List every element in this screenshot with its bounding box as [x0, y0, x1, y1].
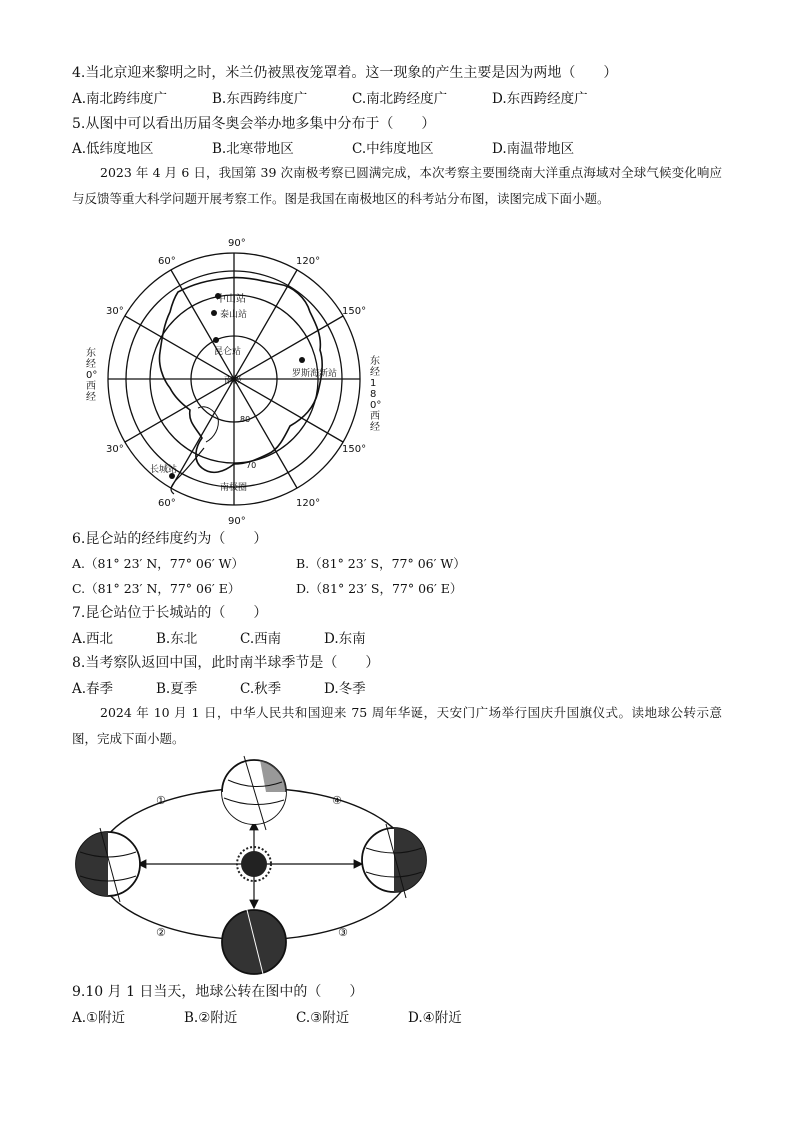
- map-lat-70: 70: [246, 461, 257, 470]
- map-lon-top: 90°: [228, 238, 246, 249]
- kunlun-label: 昆仑站: [214, 347, 242, 357]
- q8-option-d[interactable]: D.冬季: [324, 681, 366, 697]
- changcheng-label: 长城站: [150, 465, 178, 475]
- q7-stem: 7.昆仑站位于长城站的（ ）: [72, 605, 268, 621]
- q5-option-b[interactable]: B.北寒带地区: [212, 141, 294, 157]
- map-lon-150-bottom: 150°: [342, 444, 367, 455]
- intro-text-2: 2024 年 10 月 1 日，中华人民共和国迎来 75 周年华诞，天安门广场举行国庆升国旗仪式。读地球公转示意图，完成下面小题。: [72, 705, 722, 746]
- q4-stem: 4.当北京迎来黎明之时，米兰仍被黑夜笼罩着。这一现象的产生主要是因为两地（ ）: [72, 65, 618, 81]
- q6-option-d[interactable]: D.（81° 23′ S，77° 06′ E）: [296, 581, 463, 596]
- earth-left-icon: [76, 828, 140, 902]
- earth-right-icon: [362, 824, 426, 898]
- taishan-dot: [211, 310, 217, 316]
- map-left-side-label: 东经0°西经: [86, 348, 98, 403]
- orbit-marker-1: ①: [156, 794, 166, 807]
- map-lon-60-bottom: 60°: [158, 498, 176, 509]
- q7-option-c[interactable]: C.西南: [240, 631, 282, 647]
- q8-option-a[interactable]: A.春季: [72, 681, 114, 697]
- q7-option-d[interactable]: D.东南: [324, 631, 366, 647]
- orbit-marker-3: ③: [338, 926, 348, 939]
- q4-option-b[interactable]: B.东西跨纬度广: [212, 91, 308, 107]
- map-lon-150-top: 150°: [342, 306, 367, 317]
- q7-option-a[interactable]: A.西北: [72, 631, 114, 647]
- orbit-marker-4: ④: [332, 794, 342, 807]
- taishan-label: 泰山站: [220, 310, 248, 320]
- q9-stem: 9.10 月 1 日当天，地球公转在图中的（ ）: [72, 984, 364, 1000]
- q5-option-a[interactable]: A.低纬度地区: [72, 141, 154, 157]
- q5-option-d[interactable]: D.南温带地区: [492, 141, 575, 157]
- zhongshan-label: 中山站: [216, 294, 246, 305]
- q4-option-a[interactable]: A.南北跨纬度广: [72, 91, 168, 107]
- map-lon-30-bottom: 30°: [106, 444, 124, 455]
- earth-orbit-diagram: [70, 752, 440, 978]
- q9-option-d[interactable]: D.④附近: [408, 1010, 462, 1026]
- map-lon-60-top: 60°: [158, 256, 176, 267]
- map-lon-120-bottom: 120°: [296, 498, 321, 509]
- map-lon-bottom: 90°: [228, 516, 246, 526]
- q6-option-b[interactable]: B.（81° 23′ S，77° 06′ W）: [296, 556, 466, 571]
- q8-option-c[interactable]: C.秋季: [240, 681, 282, 697]
- q5-stem: 5.从图中可以看出历届冬奥会举办地多集中分布于（ ）: [72, 116, 436, 132]
- map-right-side-label: 东经180°西经: [370, 356, 382, 433]
- luosihai-label: 罗斯海新站: [292, 369, 338, 379]
- map-lon-30-top: 30°: [106, 306, 124, 317]
- q7-option-b[interactable]: B.东北: [156, 631, 198, 647]
- orbit-marker-2: ②: [156, 926, 166, 939]
- q4-option-c[interactable]: C.南北跨经度广: [352, 91, 448, 107]
- q9-option-c[interactable]: C.③附近: [296, 1010, 350, 1026]
- map-pole-label: 南极: [224, 376, 243, 386]
- earth-top-icon: [222, 756, 286, 830]
- q9-option-b[interactable]: B.②附近: [184, 1010, 238, 1026]
- antarctica-map: [78, 232, 390, 526]
- intro-paragraph-1: [72, 160, 722, 212]
- kunlun-dot: [213, 337, 219, 343]
- sun-icon: [237, 847, 271, 881]
- polar-circle-label: 南极圈: [220, 483, 248, 493]
- q8-stem: 8.当考察队返回中国，此时南半球季节是（ ）: [72, 655, 380, 671]
- map-lat-80: 80: [240, 415, 251, 424]
- q6-option-c[interactable]: C.（81° 23′ N，77° 06′ E）: [72, 581, 241, 596]
- luosihai-dot: [299, 357, 305, 363]
- earth-bottom-icon: [222, 906, 286, 978]
- map-lon-120-top: 120°: [296, 256, 321, 267]
- q9-option-a[interactable]: A.①附近: [72, 1010, 126, 1026]
- q6-stem: 6.昆仑站的经纬度约为（ ）: [72, 531, 268, 547]
- q4-option-d[interactable]: D.东西跨经度广: [492, 91, 588, 107]
- q8-option-b[interactable]: B.夏季: [156, 681, 198, 697]
- q5-option-c[interactable]: C.中纬度地区: [352, 141, 434, 157]
- q6-option-a[interactable]: A.（81° 23′ N，77° 06′ W）: [72, 556, 244, 571]
- intro-paragraph-2: [72, 700, 722, 752]
- intro-text-1: 2023 年 4 月 6 日，我国第 39 次南极考察已圆满完成，本次考察主要围绕南大洋重点海域对全球气候变化响应与反馈等重大科学问题开展考察工作。图是我国在南极地区的科考站分布图，读图完成下面小题。: [72, 165, 722, 206]
